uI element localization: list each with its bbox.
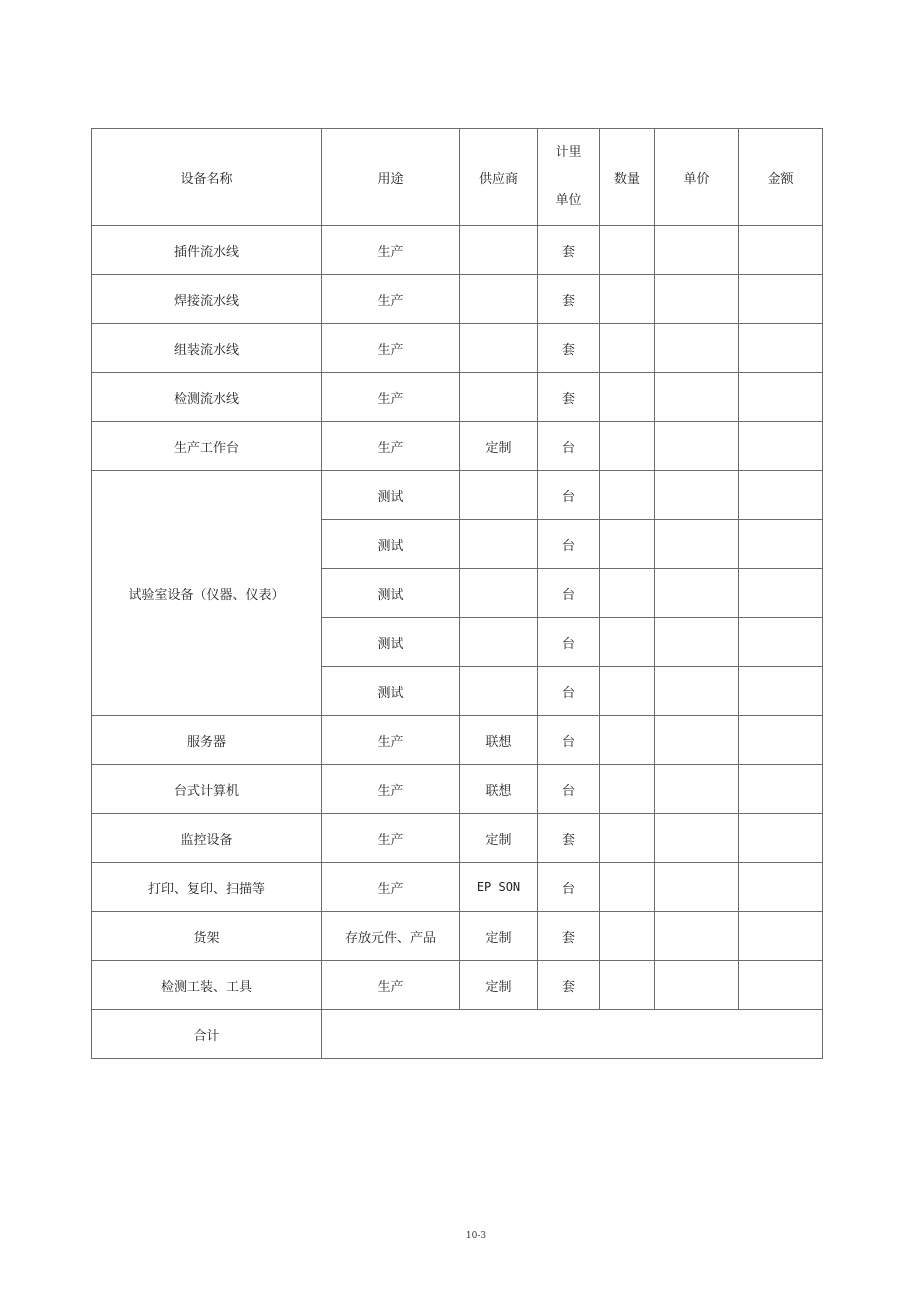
- cell-unit: 台: [538, 520, 600, 569]
- header-unit-line1: 计里: [555, 145, 582, 160]
- cell-unit: 台: [538, 422, 600, 471]
- cell-unit: 台: [538, 716, 600, 765]
- cell-quantity: [600, 569, 655, 618]
- cell-unit-price: [655, 471, 739, 520]
- cell-unit: 套: [538, 814, 600, 863]
- header-supplier: 供应商: [460, 129, 538, 226]
- cell-unit-price: [655, 618, 739, 667]
- cell-quantity: [600, 226, 655, 275]
- cell-quantity: [600, 275, 655, 324]
- cell-purpose: 生产: [322, 961, 460, 1010]
- cell-amount: [739, 667, 823, 716]
- cell-purpose: 生产: [322, 422, 460, 471]
- cell-supplier: EP SON: [460, 863, 538, 912]
- cell-supplier: [460, 226, 538, 275]
- cell-supplier: [460, 569, 538, 618]
- header-unit: [538, 129, 600, 226]
- cell-purpose: 测试: [322, 569, 460, 618]
- cell-supplier: 定制: [460, 912, 538, 961]
- cell-unit-price: [655, 912, 739, 961]
- cell-unit: 台: [538, 863, 600, 912]
- cell-supplier: [460, 373, 538, 422]
- header-name: 设备名称: [92, 129, 322, 226]
- header-unit-price: 单价: [655, 129, 739, 226]
- cell-quantity: [600, 324, 655, 373]
- cell-purpose: 生产: [322, 765, 460, 814]
- cell-purpose: 测试: [322, 520, 460, 569]
- cell-purpose: 生产: [322, 373, 460, 422]
- cell-unit: 台: [538, 569, 600, 618]
- cell-unit-price: [655, 422, 739, 471]
- table-row: [92, 961, 823, 1010]
- cell-quantity: [600, 520, 655, 569]
- table-row: [92, 716, 823, 765]
- cell-unit-price: [655, 716, 739, 765]
- cell-purpose: 测试: [322, 618, 460, 667]
- cell-supplier: 定制: [460, 422, 538, 471]
- cell-name: 组装流水线: [92, 324, 322, 373]
- cell-unit: 台: [538, 765, 600, 814]
- cell-unit-price: [655, 324, 739, 373]
- cell-purpose: 生产: [322, 863, 460, 912]
- cell-quantity: [600, 814, 655, 863]
- cell-amount: [739, 275, 823, 324]
- table-row: [92, 324, 823, 373]
- cell-supplier: 联想: [460, 765, 538, 814]
- cell-supplier: 定制: [460, 814, 538, 863]
- header-purpose: 用途: [322, 129, 460, 226]
- cell-name: 检测工装、工具: [92, 961, 322, 1010]
- page-number: 10-3: [465, 1231, 487, 1241]
- cell-unit: 套: [538, 226, 600, 275]
- header-row: [92, 129, 823, 226]
- total-label: 合计: [92, 1010, 322, 1059]
- cell-amount: [739, 814, 823, 863]
- cell-quantity: [600, 765, 655, 814]
- cell-name: 台式计算机: [92, 765, 322, 814]
- cell-amount: [739, 226, 823, 275]
- table-row: [92, 471, 823, 520]
- cell-purpose: 生产: [322, 226, 460, 275]
- cell-quantity: [600, 716, 655, 765]
- cell-unit: 套: [538, 275, 600, 324]
- cell-purpose: 生产: [322, 814, 460, 863]
- table-row: [92, 765, 823, 814]
- cell-unit: 套: [538, 961, 600, 1010]
- cell-purpose: 生产: [322, 275, 460, 324]
- cell-unit-price: [655, 569, 739, 618]
- cell-unit-price: [655, 961, 739, 1010]
- cell-supplier: [460, 667, 538, 716]
- cell-amount: [739, 716, 823, 765]
- cell-unit: 套: [538, 912, 600, 961]
- cell-name-lab-group: 试验室设备（仪器、仪表）: [92, 471, 322, 716]
- cell-unit-price: [655, 667, 739, 716]
- cell-name: 服务器: [92, 716, 322, 765]
- cell-supplier: 联想: [460, 716, 538, 765]
- cell-unit-price: [655, 765, 739, 814]
- cell-supplier: [460, 324, 538, 373]
- cell-name: 监控设备: [92, 814, 322, 863]
- table-row: [92, 275, 823, 324]
- cell-name: 检测流水线: [92, 373, 322, 422]
- cell-supplier: 定制: [460, 961, 538, 1010]
- cell-purpose: 测试: [322, 471, 460, 520]
- cell-supplier: [460, 275, 538, 324]
- cell-unit: 套: [538, 373, 600, 422]
- cell-unit-price: [655, 373, 739, 422]
- table-row: [92, 373, 823, 422]
- cell-quantity: [600, 863, 655, 912]
- cell-quantity: [600, 373, 655, 422]
- cell-supplier: [460, 520, 538, 569]
- cell-amount: [739, 324, 823, 373]
- cell-quantity: [600, 961, 655, 1010]
- cell-name: 插件流水线: [92, 226, 322, 275]
- header-amount: 金额: [739, 129, 823, 226]
- cell-name: 货架: [92, 912, 322, 961]
- cell-unit-price: [655, 814, 739, 863]
- cell-quantity: [600, 912, 655, 961]
- cell-amount: [739, 569, 823, 618]
- cell-name: 生产工作台: [92, 422, 322, 471]
- cell-unit: 套: [538, 324, 600, 373]
- cell-quantity: [600, 471, 655, 520]
- cell-unit: 台: [538, 667, 600, 716]
- cell-purpose: 生产: [322, 716, 460, 765]
- table-row: [92, 912, 823, 961]
- equipment-table: [91, 128, 823, 1059]
- total-value: [322, 1010, 823, 1059]
- cell-supplier: [460, 618, 538, 667]
- cell-amount: [739, 863, 823, 912]
- table-row: [92, 226, 823, 275]
- cell-purpose: 测试: [322, 667, 460, 716]
- cell-amount: [739, 422, 823, 471]
- cell-quantity: [600, 618, 655, 667]
- table-row: [92, 814, 823, 863]
- cell-name: 焊接流水线: [92, 275, 322, 324]
- cell-purpose: 生产: [322, 324, 460, 373]
- cell-unit-price: [655, 863, 739, 912]
- cell-purpose: 存放元件、产品: [322, 912, 460, 961]
- cell-unit-price: [655, 226, 739, 275]
- cell-amount: [739, 373, 823, 422]
- cell-unit-price: [655, 275, 739, 324]
- cell-quantity: [600, 667, 655, 716]
- cell-quantity: [600, 422, 655, 471]
- cell-amount: [739, 912, 823, 961]
- cell-amount: [739, 961, 823, 1010]
- cell-name: 打印、复印、扫描等: [92, 863, 322, 912]
- cell-amount: [739, 765, 823, 814]
- cell-supplier: [460, 471, 538, 520]
- cell-amount: [739, 618, 823, 667]
- cell-amount: [739, 520, 823, 569]
- cell-unit: 台: [538, 618, 600, 667]
- cell-unit: 台: [538, 471, 600, 520]
- cell-unit-price: [655, 520, 739, 569]
- table-row: [92, 863, 823, 912]
- total-row: [92, 1010, 823, 1059]
- header-quantity: 数量: [600, 129, 655, 226]
- header-unit-line2: 单位: [555, 193, 582, 208]
- table-row: [92, 422, 823, 471]
- cell-amount: [739, 471, 823, 520]
